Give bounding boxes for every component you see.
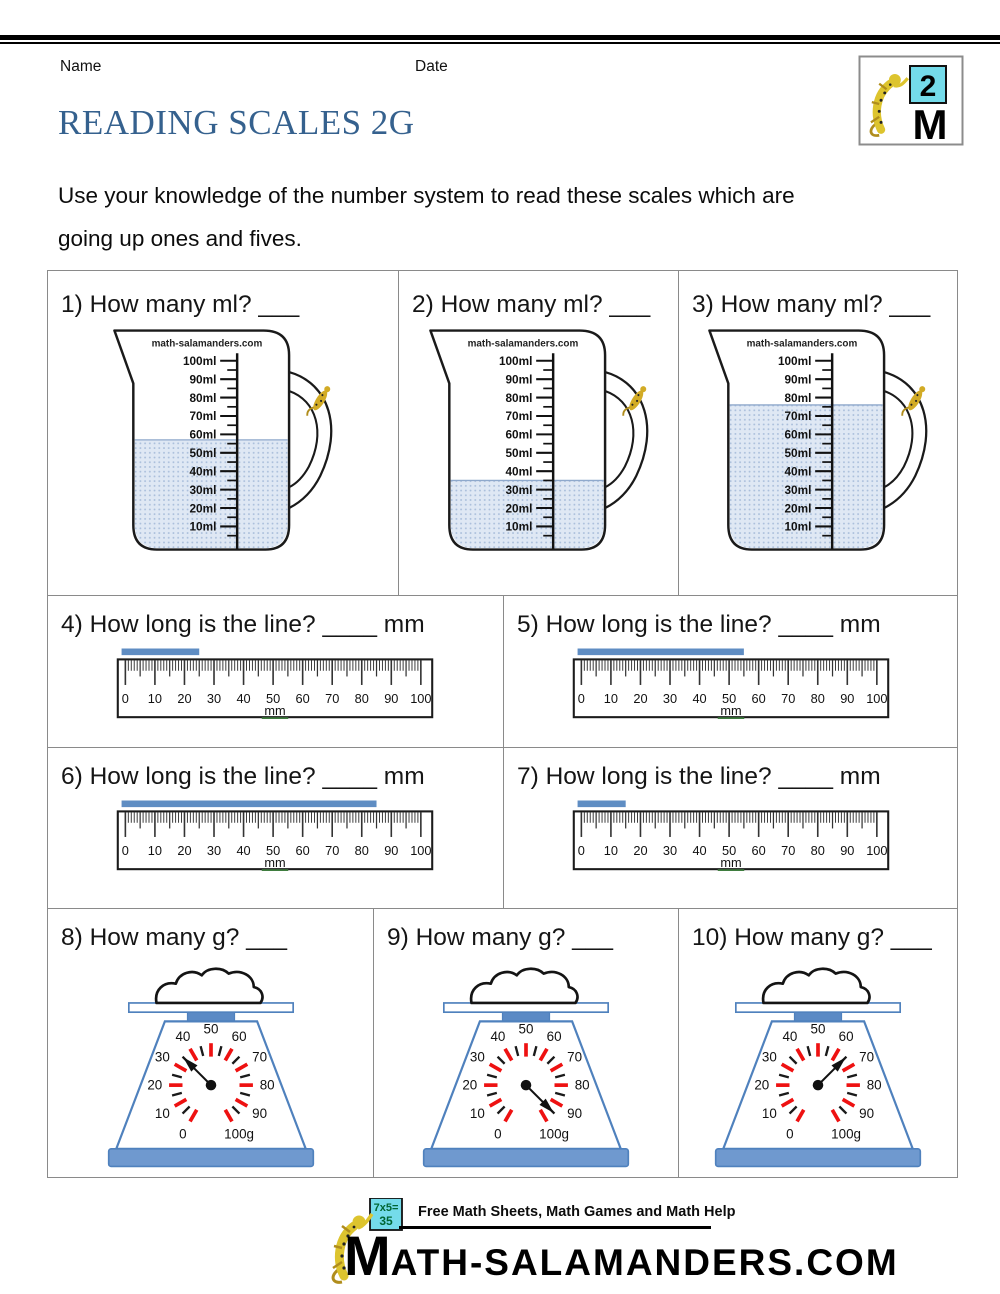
question-prompt: 4) How long is the line? ____ mm	[61, 611, 425, 638]
dial-number: 100g	[223, 1126, 254, 1142]
jug-scale-label: 20ml	[505, 501, 532, 516]
figure-container	[504, 646, 957, 723]
ruler-number: 70	[325, 842, 340, 858]
question-cell-4	[48, 596, 504, 747]
ruler-figure	[570, 798, 892, 875]
ruler-number: 10	[603, 842, 619, 858]
question-prompt: 5) How long is the line? ____ mm	[517, 611, 881, 638]
jug-scale-label: 10ml	[189, 519, 217, 534]
dial-number: 40	[490, 1029, 506, 1045]
jug-figure	[421, 323, 657, 559]
question-cell-9	[374, 909, 679, 1177]
jug-scale-label: 20ml	[784, 501, 812, 516]
scale-base	[424, 1149, 629, 1167]
ruler-number: 80	[354, 842, 369, 858]
jug-scale-label: 60ml	[189, 427, 217, 442]
ruler-number: 100	[410, 842, 432, 858]
figure-container	[48, 798, 503, 875]
ruler-unit-label: mm	[720, 702, 742, 718]
dial-number: 10	[761, 1105, 777, 1121]
figure-container	[374, 956, 678, 1174]
ruler-number: 50	[266, 690, 281, 706]
ruler-number: 30	[662, 842, 678, 858]
dial-number: 10	[469, 1105, 485, 1121]
weighing-scale-figure	[85, 956, 337, 1174]
ruler-unit-label: mm	[264, 854, 286, 870]
ruler-number: 90	[840, 690, 855, 706]
ruler-number: 0	[121, 842, 129, 858]
instructions-line-1: Use your knowledge of the number system to read these scales which are	[58, 183, 795, 208]
question-prompt: 2) How many ml? ___	[412, 291, 651, 318]
jug-scale-label: 100ml	[777, 354, 812, 369]
question-prompt: 7) How long is the line? ____ mm	[517, 763, 881, 790]
ruler-number: 90	[384, 690, 399, 706]
dial-number: 90	[859, 1105, 875, 1121]
dial-number: 40	[782, 1029, 798, 1045]
dial-number: 70	[859, 1049, 875, 1065]
ruler-number: 50	[266, 842, 281, 858]
ruler-number: 70	[781, 690, 796, 706]
dial-number: 70	[251, 1049, 267, 1065]
ruler-number: 50	[722, 842, 737, 858]
jug-scale-label: 50ml	[505, 446, 532, 461]
jug-figure	[105, 323, 341, 559]
ruler-number: 40	[692, 842, 707, 858]
figure-container	[48, 323, 398, 559]
ruler-number: 70	[325, 690, 340, 706]
question-prompt: 1) How many ml? ___	[61, 291, 300, 318]
ruler-number: 90	[840, 842, 855, 858]
question-cell-8	[48, 909, 374, 1177]
jug-scale-label: 30ml	[189, 482, 217, 497]
footer-logo-m: M	[344, 1224, 391, 1287]
jug-scale-label: 60ml	[505, 427, 532, 442]
ruler-number: 40	[692, 690, 707, 706]
name-label: Name	[60, 58, 102, 75]
question-cell-7	[504, 748, 957, 908]
ruler-number: 60	[295, 842, 310, 858]
ruler-unit-label: mm	[720, 854, 742, 870]
jug-scale-label: 100ml	[182, 354, 217, 369]
ruler-number: 100	[410, 690, 432, 706]
page-title: READING SCALES 2G	[58, 103, 415, 142]
dial-number: 0	[494, 1126, 502, 1142]
question-prompt: 3) How many ml? ___	[692, 291, 931, 318]
jug-scale-label: 90ml	[189, 372, 217, 387]
scale-tray	[736, 1003, 900, 1012]
question-prompt: 8) How many g? ___	[61, 924, 288, 951]
ruler-figure	[114, 646, 436, 723]
jug-scale-label: 30ml	[505, 482, 532, 497]
dial-number: 90	[251, 1105, 267, 1121]
footer-logo	[0, 1194, 1000, 1290]
corner-logo-image	[858, 55, 964, 147]
dial-number: 20	[754, 1077, 770, 1093]
jug-scale-label: 30ml	[784, 482, 812, 497]
question-prompt: 9) How many g? ___	[387, 924, 614, 951]
jug-watermark: math-salamanders.com	[467, 338, 578, 350]
question-cell-3	[679, 271, 957, 595]
date-label: Date	[415, 58, 448, 75]
mass-blob	[763, 969, 869, 1003]
jug-scale-label: 10ml	[784, 519, 812, 534]
jug-scale-label: 40ml	[784, 464, 812, 479]
ruler-number: 40	[236, 690, 251, 706]
jug-scale-label: 60ml	[784, 427, 812, 442]
ruler-number: 70	[781, 842, 796, 858]
ruler-figure	[570, 646, 892, 723]
ruler-number: 90	[384, 842, 399, 858]
question-prompt: 10) How many g? ___	[692, 924, 932, 951]
dial-number: 10	[154, 1105, 170, 1121]
figure-container	[48, 646, 503, 723]
footer-logotype	[344, 1224, 899, 1287]
jug-scale-label: 50ml	[784, 446, 812, 461]
ruler-number: 80	[810, 690, 825, 706]
dial-number: 0	[178, 1126, 187, 1142]
jug-scale-label: 50ml	[189, 446, 217, 461]
mass-blob	[471, 969, 577, 1003]
jug-figure	[700, 323, 936, 559]
dial-number: 90	[567, 1105, 583, 1121]
question-cell-6	[48, 748, 504, 908]
instructions-line-2: going up ones and fives.	[58, 226, 302, 251]
ruler-number: 10	[147, 690, 163, 706]
row-jugs	[48, 271, 957, 596]
ruler-number: 30	[206, 690, 222, 706]
ruler-number: 30	[662, 690, 678, 706]
footer-board-line-1: 7x5=	[373, 1202, 399, 1214]
dial-number: 60	[231, 1029, 247, 1045]
question-cell-1	[48, 271, 399, 595]
jug-scale-label: 10ml	[505, 519, 532, 534]
mass-blob	[156, 969, 262, 1003]
ruler-number: 20	[177, 690, 192, 706]
dial-number: 50	[810, 1021, 826, 1037]
footer-logo-rest: ATH-SALAMANDERS.COM	[390, 1242, 899, 1283]
scale-tray	[128, 1003, 292, 1012]
jug-watermark: math-salamanders.com	[746, 338, 858, 350]
ruler-number: 30	[206, 842, 222, 858]
ruler-number: 20	[177, 842, 192, 858]
question-prompt: 6) How long is the line? ____ mm	[61, 763, 425, 790]
ruler-number: 50	[722, 690, 737, 706]
logo-badge: 2	[919, 70, 937, 103]
ruler-number: 0	[577, 690, 585, 706]
weighing-scale-figure	[692, 956, 944, 1174]
ruler-number: 60	[751, 842, 766, 858]
dial-number: 20	[146, 1077, 162, 1093]
dial-number: 100g	[831, 1126, 862, 1142]
ruler-number: 100	[866, 842, 888, 858]
jug-scale-label: 70ml	[189, 409, 217, 424]
ruler-number: 20	[633, 690, 648, 706]
dial-number: 60	[838, 1029, 854, 1045]
dial-number: 100g	[539, 1126, 570, 1142]
weighing-scale-figure	[400, 956, 652, 1174]
dial-number: 50	[518, 1021, 534, 1037]
dial-number: 40	[174, 1029, 190, 1045]
instructions	[58, 174, 795, 260]
scale-base	[108, 1149, 313, 1167]
ruler-number: 10	[147, 842, 163, 858]
dial-number: 20	[462, 1077, 478, 1093]
ruler-unit-label: mm	[264, 702, 286, 718]
figure-container	[399, 323, 678, 559]
jug-scale-label: 70ml	[505, 409, 532, 424]
ruler-number: 20	[633, 842, 648, 858]
row-rulers-2	[48, 748, 957, 909]
dial-number: 70	[567, 1049, 583, 1065]
corner-logo	[858, 55, 964, 152]
dial-number: 30	[154, 1049, 170, 1065]
ruler-number: 10	[603, 690, 619, 706]
figure-container	[679, 956, 957, 1174]
footer-tagline: Free Math Sheets, Math Games and Math Help	[418, 1204, 736, 1220]
footer-board-line-2: 35	[379, 1214, 393, 1228]
ruler-number: 100	[866, 690, 888, 706]
dial-number: 50	[203, 1021, 218, 1037]
question-cell-5	[504, 596, 957, 747]
jug-scale-label: 80ml	[189, 390, 217, 405]
jug-scale-label: 70ml	[784, 409, 812, 424]
row-dials	[48, 909, 957, 1177]
jug-scale-label: 90ml	[784, 372, 812, 387]
ruler-number: 0	[121, 690, 129, 706]
ruler-figure	[114, 798, 436, 875]
dial-number: 30	[469, 1049, 485, 1065]
figure-container	[504, 798, 957, 875]
ruler-number: 40	[236, 842, 251, 858]
dial-number: 80	[574, 1077, 590, 1093]
ruler-number: 60	[295, 690, 310, 706]
dial-number: 60	[546, 1029, 562, 1045]
ruler-number: 0	[577, 842, 585, 858]
top-rule	[0, 35, 1000, 44]
scale-base	[716, 1149, 921, 1167]
dial-number: 80	[259, 1077, 275, 1093]
dial-number: 80	[866, 1077, 882, 1093]
figure-container	[48, 956, 373, 1174]
jug-scale-label: 40ml	[505, 464, 532, 479]
dial-number: 30	[761, 1049, 777, 1065]
jug-watermark: math-salamanders.com	[151, 338, 263, 350]
question-cell-2	[399, 271, 679, 595]
jug-scale-label: 20ml	[189, 501, 217, 516]
logo-letter: M	[912, 101, 948, 147]
question-grid	[47, 270, 958, 1178]
jug-scale-label: 80ml	[505, 390, 532, 405]
row-rulers-1	[48, 596, 957, 748]
jug-scale-label: 40ml	[189, 464, 217, 479]
ruler-number: 60	[751, 690, 766, 706]
scale-tray	[444, 1003, 608, 1012]
question-cell-10	[679, 909, 957, 1177]
jug-scale-label: 90ml	[505, 372, 532, 387]
jug-scale-label: 100ml	[498, 354, 532, 369]
ruler-number: 80	[354, 690, 369, 706]
ruler-number: 80	[810, 842, 825, 858]
figure-container	[679, 323, 957, 559]
dial-number: 0	[786, 1126, 794, 1142]
jug-scale-label: 80ml	[784, 390, 812, 405]
